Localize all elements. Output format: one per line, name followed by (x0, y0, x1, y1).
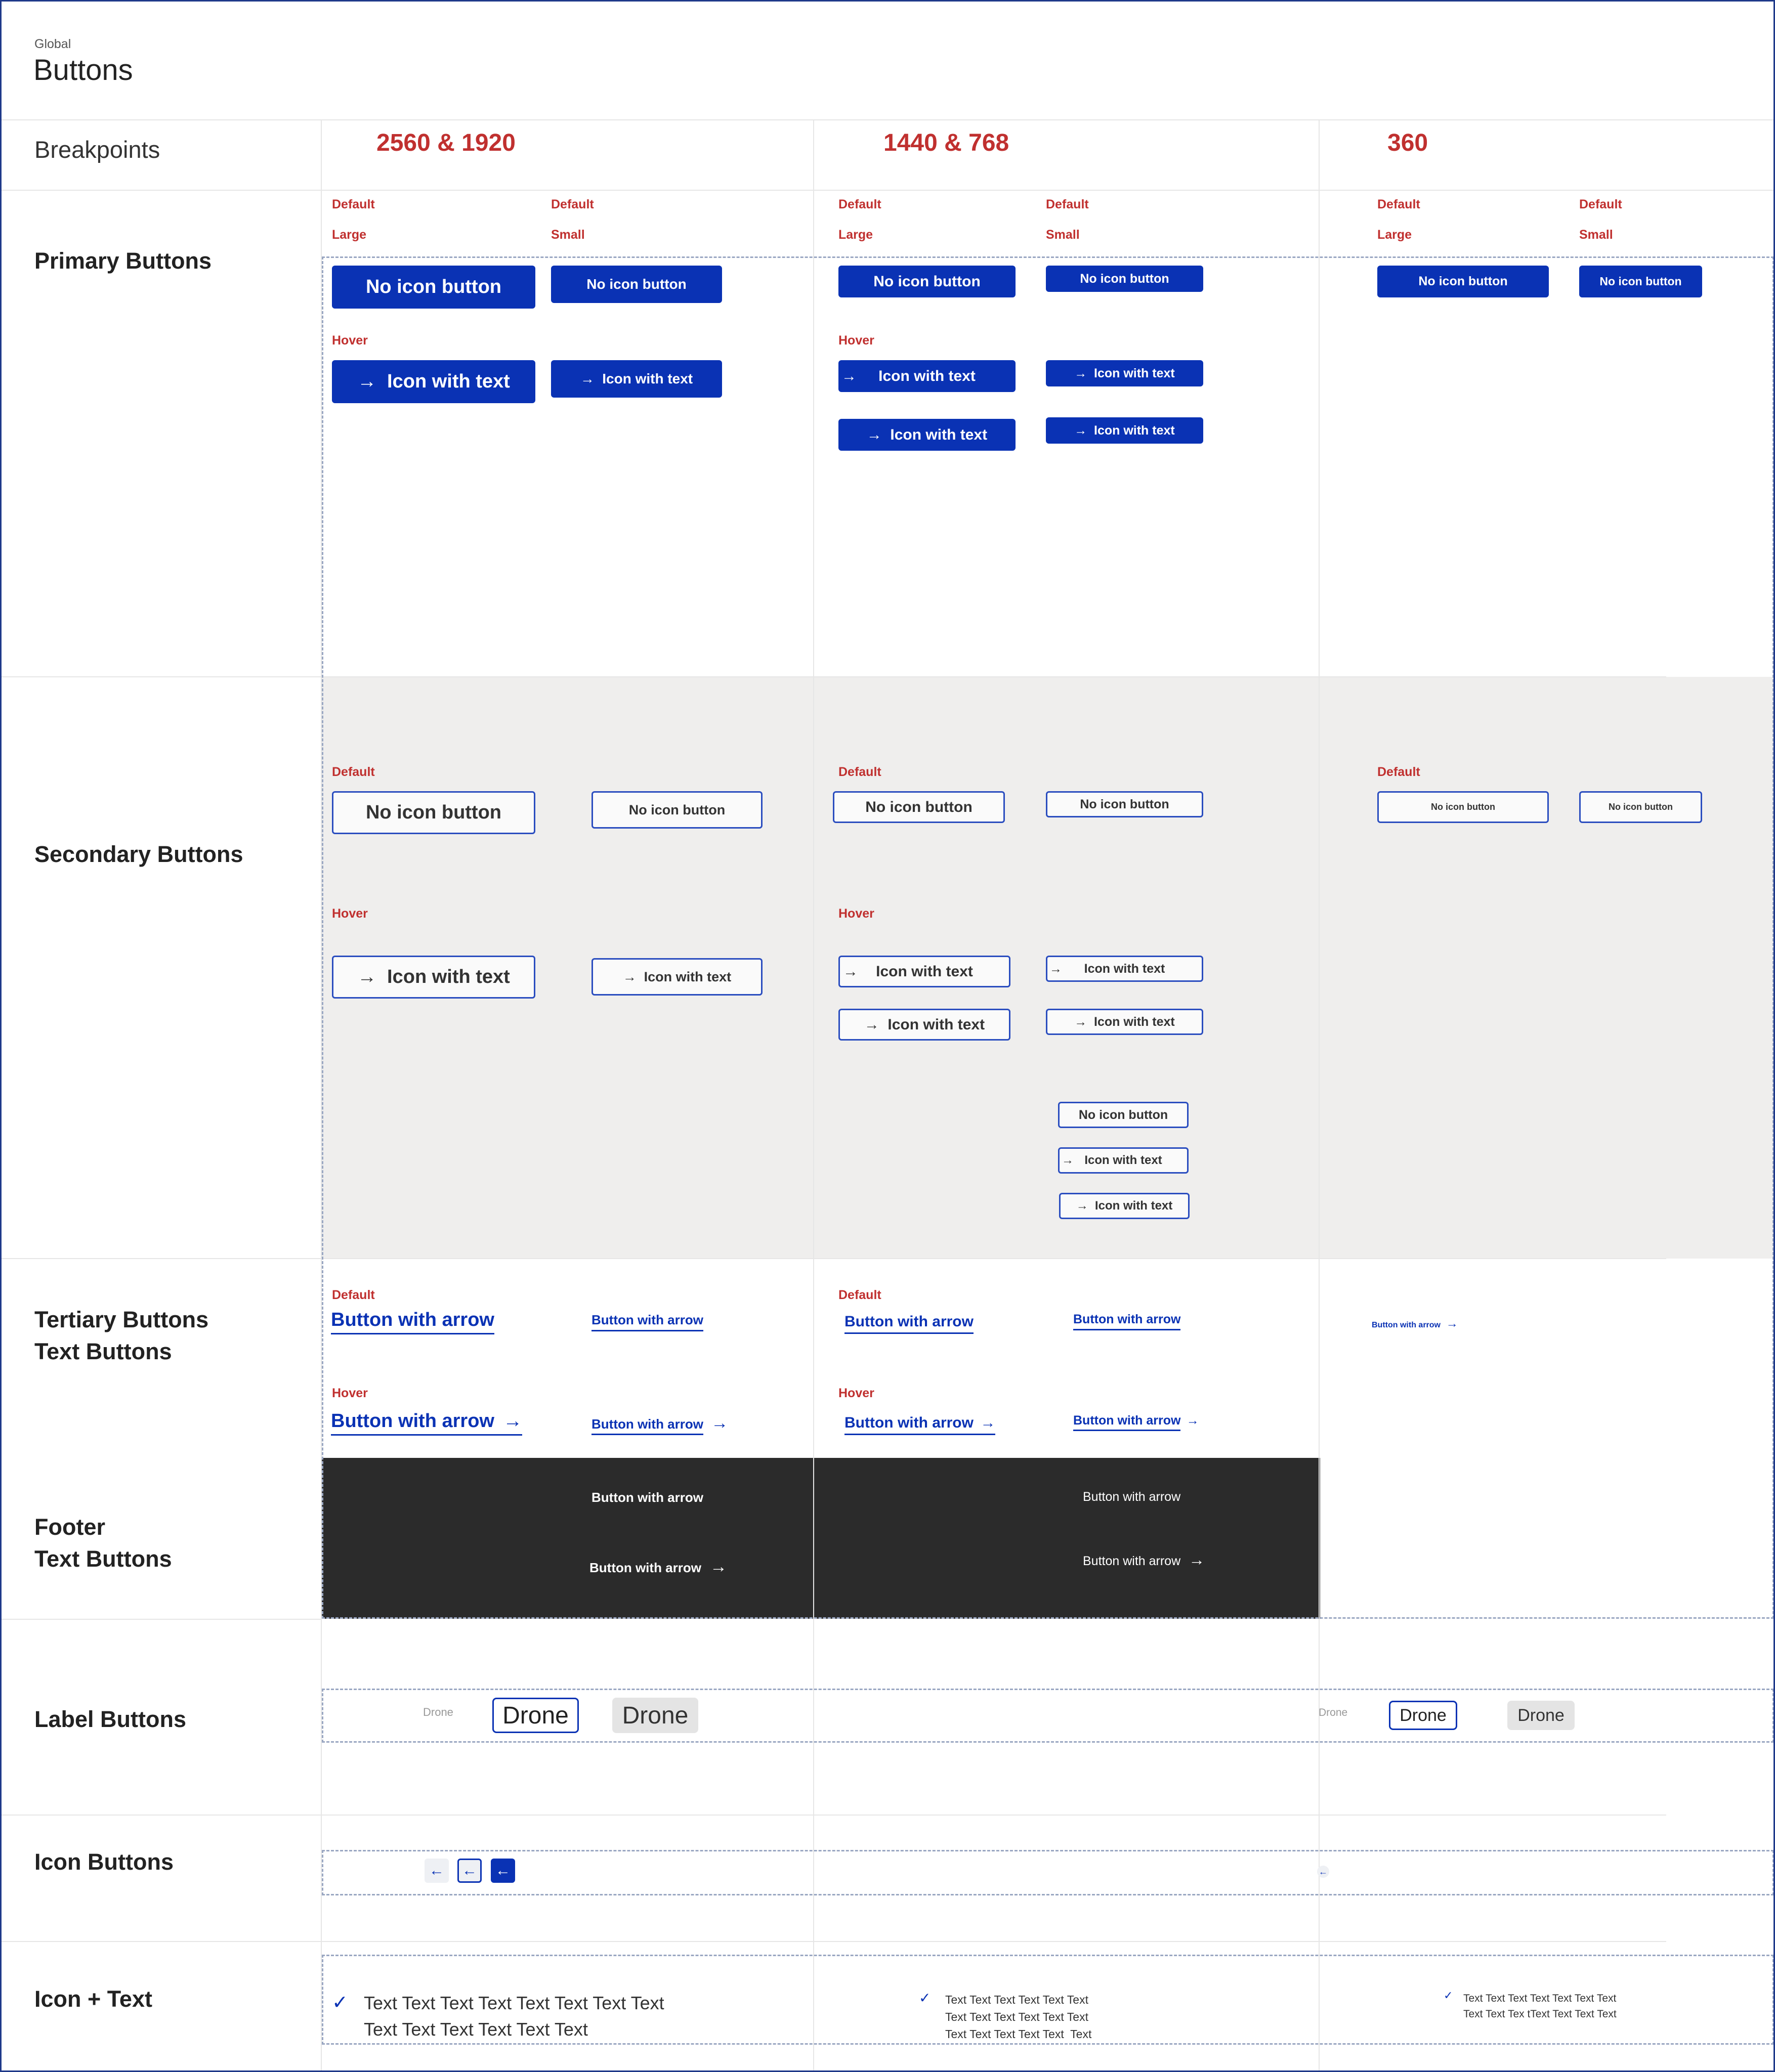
button-label: No icon button (1418, 274, 1508, 288)
secondary-button-large[interactable] (332, 791, 535, 834)
label-chip-filled[interactable] (1507, 1701, 1575, 1730)
state-label: Default (551, 197, 594, 211)
check-icon: ✓ (332, 1992, 348, 2013)
link-label: Button with arrow (589, 1560, 701, 1575)
button-label: Icon with text (888, 1016, 985, 1033)
secondary-button-xsmall[interactable] (1058, 1102, 1189, 1128)
state-label: Hover (332, 906, 368, 921)
link-label: Button with arrow (591, 1312, 703, 1327)
arrow-right-icon: → (843, 963, 858, 980)
divider (2, 1815, 1666, 1816)
state-label: Default (332, 1288, 375, 1302)
arrow-right-icon: → (503, 1410, 523, 1432)
button-label: Icon with text (1094, 423, 1175, 438)
state-label: Large (838, 228, 873, 242)
state-label: Hover (838, 333, 874, 348)
arrow-left-icon: ← (495, 1862, 511, 1879)
link-label: Button with arrow (1372, 1321, 1441, 1329)
arrow-right-icon: → (841, 367, 857, 384)
link-label: Button with arrow (844, 1313, 974, 1330)
primary-button-large[interactable] (332, 266, 535, 309)
link-label: Button with arrow (591, 1416, 703, 1435)
icon-text-line: Text Text Text Text Text Text (945, 2010, 1088, 2023)
section-tertiary-line2: Text Buttons (34, 1339, 172, 1364)
section-primary: Primary Buttons (34, 248, 212, 274)
chip-label: Drone (1400, 1705, 1447, 1725)
button-label: No icon button (365, 802, 502, 823)
arrow-right-icon: → (864, 1016, 879, 1033)
chip-label: Drone (502, 1702, 569, 1729)
arrow-right-icon: → (1074, 423, 1087, 438)
divider (2, 1619, 321, 1620)
button-label: No icon button (1599, 275, 1682, 288)
secondary-button-large[interactable] (1377, 791, 1549, 823)
tertiary-link-large-hover[interactable] (844, 1414, 995, 1435)
arrow-left-icon: ← (1319, 1867, 1328, 1877)
tertiary-link-small[interactable] (591, 1312, 703, 1331)
check-icon: ✓ (1444, 1989, 1453, 2002)
link-label: Button with arrow (1083, 1554, 1181, 1568)
button-label: Icon with text (1094, 1199, 1173, 1213)
arrow-right-icon: → (1074, 1014, 1087, 1029)
link-label: Button with arrow (1073, 1312, 1181, 1326)
icon-text-line: Text Text Text Text Text Text (945, 2027, 1092, 2041)
arrow-right-icon: → (1074, 366, 1087, 380)
arrow-right-icon: → (1062, 1153, 1074, 1167)
arrow-right-icon: → (709, 1557, 727, 1576)
state-label: Default (1579, 197, 1622, 211)
section-icon: Icon Buttons (34, 1849, 174, 1875)
secondary-icon-button-xsmall-hover[interactable] (1058, 1147, 1189, 1174)
tertiary-link-mobile[interactable] (1372, 1317, 1458, 1333)
arrow-right-icon: → (1076, 1199, 1088, 1213)
label-chip-text[interactable] (1319, 1707, 1347, 1719)
secondary-icon-button-large[interactable] (332, 956, 535, 999)
arrow-right-icon: → (622, 969, 637, 984)
divider (2, 190, 1775, 191)
section-label: Label Buttons (34, 1706, 186, 1732)
arrow-right-icon: → (866, 426, 882, 443)
icon-button-ghost[interactable] (425, 1859, 449, 1883)
arrow-right-icon: → (1446, 1317, 1458, 1330)
footer-link[interactable] (1083, 1490, 1180, 1504)
state-label: Default (332, 197, 375, 211)
icon-button-mobile[interactable] (1317, 1866, 1329, 1878)
primary-icon-button-small[interactable] (1046, 417, 1203, 444)
button-label: Icon with text (1094, 1014, 1175, 1029)
button-label: Icon with text (387, 371, 510, 392)
link-label: Button with arrow (1083, 1490, 1181, 1504)
section-tertiary-line1: Tertiary Buttons (34, 1307, 209, 1332)
label-chip-filled[interactable] (612, 1698, 698, 1733)
button-label: Icon with text (602, 371, 693, 386)
button-label: Icon with text (1094, 366, 1175, 380)
icon-container (322, 1850, 1774, 1895)
primary-button-small[interactable] (1579, 266, 1702, 297)
state-label: Default (332, 765, 375, 779)
state-label: Large (1377, 228, 1412, 242)
primary-icon-button-small[interactable] (551, 360, 722, 398)
arrow-right-icon: → (580, 371, 595, 386)
primary-button-small[interactable] (1046, 266, 1203, 292)
state-label: Hover (838, 1386, 874, 1400)
arrow-right-icon: → (357, 966, 377, 987)
button-label: No icon button (873, 273, 981, 290)
tertiary-link-large[interactable] (844, 1313, 974, 1334)
primary-icon-button-large-hover[interactable] (838, 360, 1016, 392)
secondary-button-small[interactable] (1046, 791, 1203, 817)
icon-text-line: Text Text Text Text Text Text (364, 2019, 588, 2040)
button-label: No icon button (1609, 802, 1673, 812)
button-label: Icon with text (876, 963, 973, 980)
tertiary-link-large-hover[interactable] (331, 1410, 522, 1436)
button-label: No icon button (365, 276, 502, 297)
footer-link-hover[interactable] (1083, 1550, 1205, 1569)
state-label: Default (1377, 765, 1420, 779)
arrow-right-icon: → (711, 1413, 729, 1433)
breakpoint-mobile: 360 (1387, 130, 1428, 156)
arrow-right-icon: → (1049, 961, 1062, 976)
state-label: Small (1579, 228, 1613, 242)
icon-button-outline[interactable] (457, 1859, 482, 1883)
state-label: Small (551, 228, 585, 242)
secondary-button-small[interactable] (1579, 791, 1702, 823)
footer-link[interactable] (591, 1490, 703, 1505)
secondary-icon-button-large-hover[interactable] (838, 956, 1010, 987)
check-icon: ✓ (919, 1990, 931, 2006)
breakpoint-tablet: 1440 & 768 (883, 130, 1009, 156)
primary-icon-button-large[interactable] (332, 360, 535, 403)
secondary-icon-button-large[interactable] (838, 1009, 1010, 1041)
secondary-icon-button-xsmall[interactable] (1059, 1193, 1190, 1219)
state-label: Large (332, 228, 367, 242)
page-overline: Global (34, 37, 71, 51)
button-label: No icon button (865, 798, 973, 815)
arrow-left-icon: ← (429, 1862, 444, 1879)
tertiary-link-small-hover[interactable] (1073, 1413, 1199, 1430)
arrow-right-icon: → (1189, 1550, 1205, 1569)
primary-container (322, 256, 1774, 1619)
link-label: Button with arrow (331, 1309, 494, 1330)
state-label: Default (1046, 197, 1089, 211)
state-label: Default (838, 197, 881, 211)
tertiary-link-small-hover[interactable] (591, 1413, 728, 1435)
link-label: Button with arrow (591, 1490, 703, 1505)
secondary-button-large[interactable] (833, 791, 1005, 823)
primary-icon-button-small[interactable] (1046, 360, 1203, 386)
button-label: No icon button (586, 276, 687, 292)
arrow-left-icon: ← (462, 1862, 477, 1879)
label-chip-outline[interactable] (1389, 1701, 1457, 1730)
label-chip-outline[interactable] (492, 1698, 579, 1733)
state-label: Hover (332, 333, 368, 348)
section-icon-text: Icon + Text (34, 1986, 152, 2012)
state-label: Hover (332, 1386, 368, 1400)
button-label: Icon with text (890, 426, 988, 443)
icon-text-line: Text Text Text Text Text Text Text (1463, 1993, 1617, 2004)
tertiary-link-large[interactable] (331, 1309, 494, 1334)
button-label: Icon with text (1084, 961, 1165, 976)
secondary-icon-button-small-hover[interactable] (1046, 956, 1203, 982)
primary-button-large[interactable] (838, 266, 1016, 297)
icon-text-line: Text Text Tex tText Text Text Text (1463, 2008, 1617, 2020)
footer-link-hover[interactable] (589, 1557, 727, 1577)
icon-text-line: Text Text Text Text Text Text Text Text (364, 1993, 664, 2013)
link-label: Button with arrow (331, 1410, 494, 1432)
section-secondary: Secondary Buttons (34, 841, 243, 867)
state-label: Small (1046, 228, 1080, 242)
page-title: Buttons (33, 54, 133, 87)
button-label: No icon button (628, 802, 726, 817)
arrow-right-icon: → (1186, 1413, 1199, 1428)
state-label: Default (838, 765, 881, 779)
primary-icon-button-large[interactable] (838, 419, 1016, 451)
icon-button-filled[interactable] (491, 1859, 515, 1883)
button-label: Icon with text (644, 969, 732, 984)
chip-label: Drone (423, 1706, 453, 1718)
state-label: Hover (838, 906, 874, 921)
button-label: Icon with text (387, 966, 510, 987)
link-label: Button with arrow (1073, 1413, 1180, 1431)
button-label: No icon button (1080, 797, 1169, 811)
button-label: No icon button (1431, 802, 1495, 812)
arrow-right-icon: → (357, 371, 377, 392)
section-footer-line2: Text Buttons (34, 1546, 172, 1572)
divider (2, 1941, 1666, 1942)
chip-label: Drone (622, 1702, 689, 1729)
button-label: No icon button (1080, 271, 1169, 286)
primary-button-large[interactable] (1377, 266, 1549, 297)
label-chip-text[interactable] (423, 1706, 453, 1719)
link-label: Button with arrow (844, 1414, 974, 1431)
state-label: Default (1377, 197, 1420, 211)
secondary-button-small[interactable] (591, 791, 763, 829)
button-label: No icon button (1078, 1107, 1168, 1122)
breakpoint-desktop: 2560 & 1920 (376, 130, 516, 156)
arrow-right-icon: → (980, 1414, 996, 1431)
divider (2, 119, 1775, 120)
button-label: Icon with text (1084, 1153, 1162, 1167)
tertiary-link-small[interactable] (1073, 1312, 1180, 1330)
state-label: Default (838, 1288, 881, 1302)
chip-label: Drone (1517, 1705, 1565, 1725)
icon-text-line: Text Text Text Text Text Text (945, 1993, 1088, 2006)
primary-button-small[interactable] (551, 266, 722, 303)
breakpoints-label: Breakpoints (34, 136, 160, 163)
secondary-icon-button-small[interactable] (591, 958, 763, 996)
secondary-icon-button-small[interactable] (1046, 1009, 1203, 1035)
button-label: Icon with text (878, 367, 976, 384)
chip-label: Drone (1319, 1707, 1348, 1718)
section-footer-line1: Footer (34, 1514, 105, 1540)
